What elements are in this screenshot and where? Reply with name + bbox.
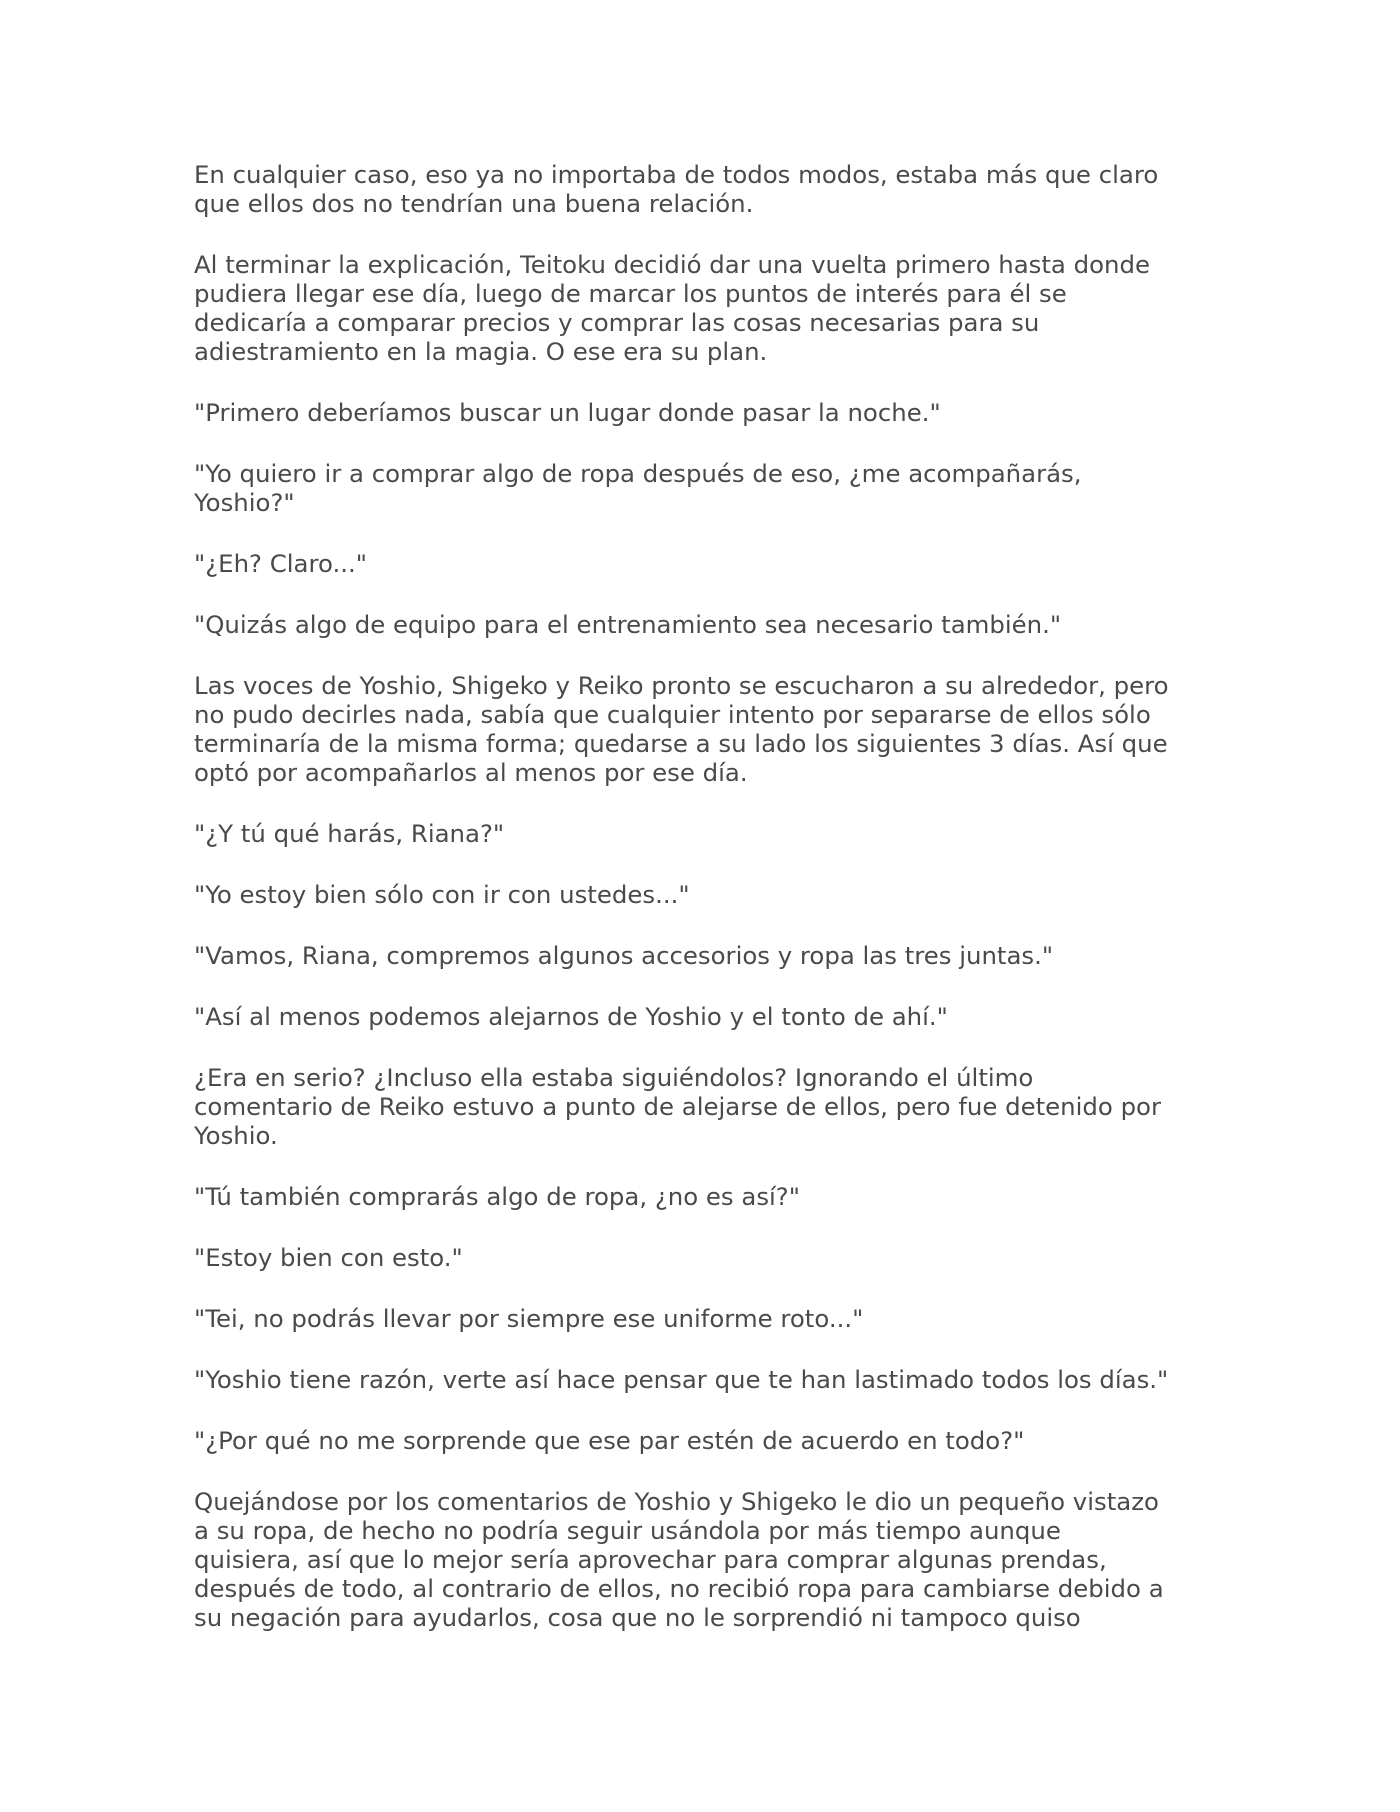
text-line: terminaría de la misma forma; quedarse a su lado los siguientes 3 días. Así que [194,729,1168,758]
text-line: "Quizás algo de equipo para el entrenamiento sea necesario también." [194,610,1062,639]
text-line: ¿Era en serio? ¿Incluso ella estaba siguiéndolos? Ignorando el último [194,1063,1034,1092]
text-line: su negación para ayudarlos, cosa que no le sorprendió ni tampoco quiso [194,1603,1081,1632]
paragraph [194,398,1224,427]
paragraph [194,1487,1224,1632]
text-line: En cualquier caso, eso ya no importaba de todos modos, estaba más que claro [194,160,1159,189]
document-body [194,160,1224,1664]
text-line: que ellos dos no tendrían una buena relación. [194,189,754,218]
paragraph [194,610,1224,639]
text-line: "Así al menos podemos alejarnos de Yoshio y el tonto de ahí." [194,1002,948,1031]
paragraph [194,1243,1224,1272]
paragraph [194,671,1224,787]
text-line: Yoshio?" [194,488,295,517]
text-line: Yoshio. [194,1121,278,1150]
text-line: "Tei, no podrás llevar por siempre ese uniforme roto..." [194,1304,864,1333]
paragraph [194,1182,1224,1211]
text-line: adiestramiento en la magia. O ese era su plan. [194,337,768,366]
text-line: "Tú también comprarás algo de ropa, ¿no es así?" [194,1182,800,1211]
paragraph [194,1002,1224,1031]
paragraph [194,1365,1224,1394]
text-line: "¿Y tú qué harás, Riana?" [194,819,505,848]
text-line: "Yo estoy bien sólo con ir con ustedes..." [194,880,690,909]
paragraph [194,941,1224,970]
text-line: comentario de Reiko estuvo a punto de alejarse de ellos, pero fue detenido por [194,1092,1162,1121]
paragraph [194,160,1224,218]
text-line: a su ropa, de hecho no podría seguir usándola por más tiempo aunque [194,1516,1061,1545]
paragraph [194,819,1224,848]
text-line: "Estoy bien con esto." [194,1243,463,1272]
paragraph [194,1304,1224,1333]
paragraph [194,549,1224,578]
paragraph [194,880,1224,909]
paragraph [194,1063,1224,1150]
text-line: Al terminar la explicación, Teitoku decidió dar una vuelta primero hasta donde [194,250,1150,279]
text-line: "¿Eh? Claro..." [194,549,367,578]
text-line: después de todo, al contrario de ellos, no recibió ropa para cambiarse debido a [194,1574,1164,1603]
text-line: dedicaría a comparar precios y comprar las cosas necesarias para su [194,308,1040,337]
text-line: Las voces de Yoshio, Shigeko y Reiko pronto se escucharon a su alrededor, pero [194,671,1169,700]
text-line: quisiera, así que lo mejor sería aprovechar para comprar algunas prendas, [194,1545,1107,1574]
text-line: "¿Por qué no me sorprende que ese par estén de acuerdo en todo?" [194,1426,1025,1455]
paragraph [194,250,1224,366]
paragraph [194,459,1224,517]
paragraph [194,1426,1224,1455]
text-line: Quejándose por los comentarios de Yoshio y Shigeko le dio un pequeño vistazo [194,1487,1159,1516]
text-line: "Yoshio tiene razón, verte así hace pensar que te han lastimado todos los días." [194,1365,1169,1394]
text-line: optó por acompañarlos al menos por ese día. [194,758,748,787]
text-line: "Yo quiero ir a comprar algo de ropa después de eso, ¿me acompañarás, [194,459,1082,488]
text-line: no pudo decirles nada, sabía que cualquier intento por separarse de ellos sólo [194,700,1151,729]
text-line: "Vamos, Riana, compremos algunos accesorios y ropa las tres juntas." [194,941,1054,970]
text-line: "Primero deberíamos buscar un lugar donde pasar la noche." [194,398,941,427]
text-line: pudiera llegar ese día, luego de marcar los puntos de interés para él se [194,279,1067,308]
